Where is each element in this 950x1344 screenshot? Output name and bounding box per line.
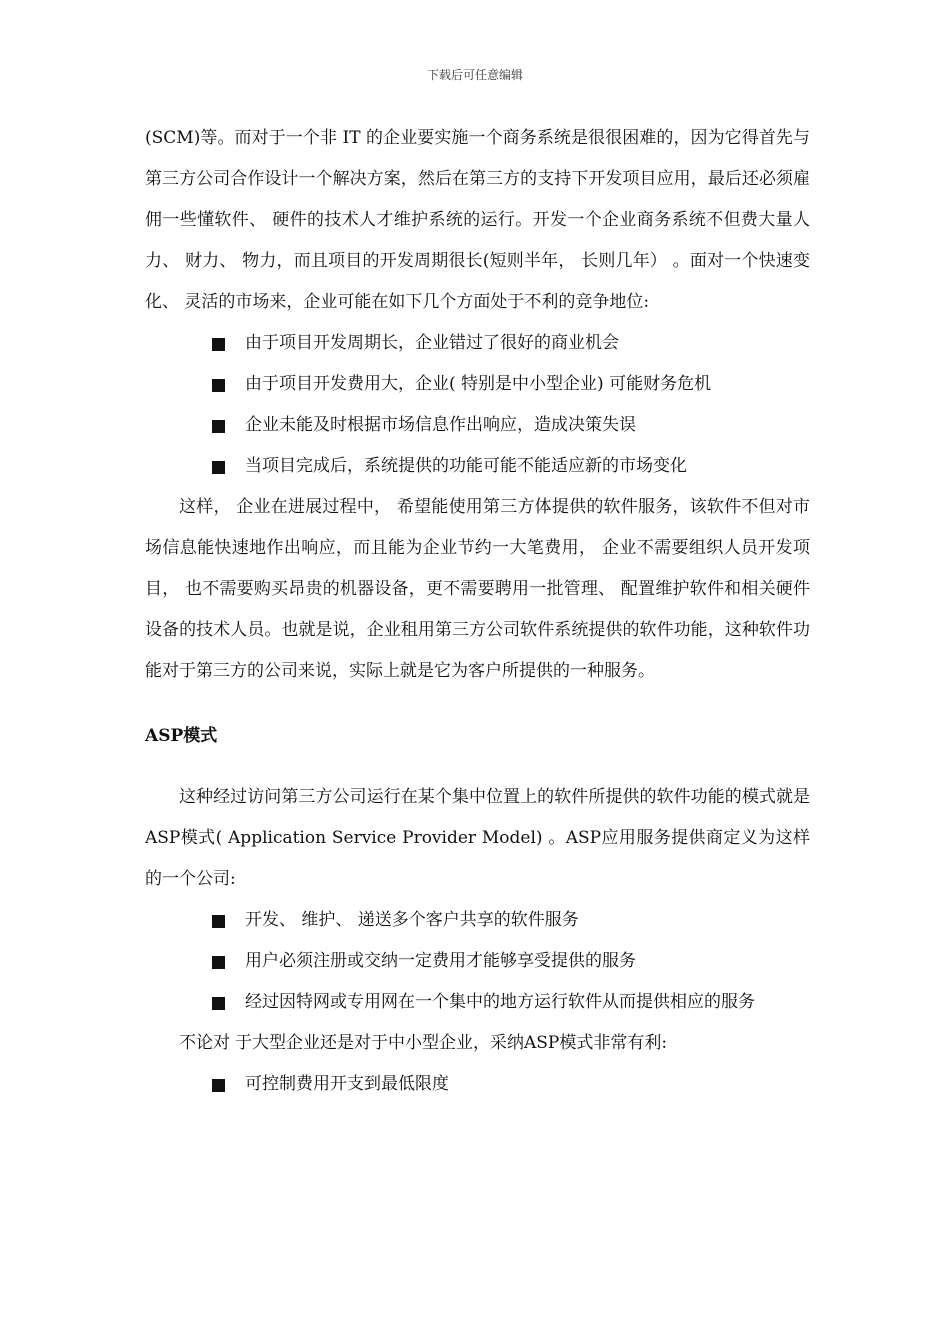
list-item: 由于项目开发周期长，企业错过了很好的商业机会: [145, 323, 810, 364]
section-heading: ASP模式: [145, 726, 218, 746]
list-item: 由于项目开发费用大，企业( 特别是中小型企业) 可能财务危机: [145, 364, 810, 405]
page-header: 下载后可任意编辑: [426, 68, 523, 82]
benefits-intro-text: 于大型企业还是对于中小型企业，采纳ASP模式非常有利:: [235, 1033, 668, 1053]
paragraph-benefits-intro: [145, 1023, 810, 1064]
bullet-list-benefits: [145, 1064, 810, 1105]
paragraph-third-party: 这样， 企业在进展过程中， 希望能使用第三方体提供的软件服务，该软件不但对市场信息能快速地作出响应，而且能为企业节约一大笔费用， 企业不需要组织人员开发项目， 也不需要购买昂贵的机器设备，更不需要聘用一批管理、 配置维护软件和相关硬件设备的技术人员。也就是说，企业租用第三方公司软件系统提供的软件功能，这种软件功能对于第三方的公司来说，实际上就是它为客户所提供的一种服务。: [145, 497, 810, 681]
square-bullet-icon: [212, 420, 225, 433]
list-item: 可控制费用开支到最低限度: [145, 1064, 810, 1105]
lead-in-text: 不论对: [179, 1033, 230, 1053]
list-item: 用户必须注册或交纳一定费用才能够享受提供的服务: [145, 941, 810, 982]
document-body: [145, 118, 810, 1105]
square-bullet-icon: [212, 915, 225, 928]
paragraph-asp-definition: 这种经过访问第三方公司运行在某个集中位置上的软件所提供的软件功能的模式就是ASP模式( Application Service Provider Model) 。ASP应用服务提供商定义为这样的一个公司:: [145, 787, 810, 889]
square-bullet-icon: [212, 461, 225, 474]
paragraph-intro: (SCM)等。而对于一个非 IT 的企业要实施一个商务系统是很很困难的，因为它得首先与第三方公司合作设计一个解决方案，然后在第三方的支持下开发项目应用，最后还必须雇佣一些懂软件、 硬件的技术人才维护系统的运行。开发一个企业商务系统不但费大量人力、 财力、 物力，而且项目的开发周期很长(短则半年， 长则几年） 。面对一个快速变化、 灵活的市场来，企业可能在如下几个方面处于不利的竞争地位:: [145, 128, 810, 312]
list-item: 企业未能及时根据市场信息作出响应，造成决策失误: [145, 405, 810, 446]
bullet-list-asp-traits: [145, 900, 810, 1023]
square-bullet-icon: [212, 956, 225, 969]
list-item: 开发、 维护、 递送多个客户共享的软件服务: [145, 900, 810, 941]
square-bullet-icon: [212, 338, 225, 351]
square-bullet-icon: [212, 997, 225, 1010]
square-bullet-icon: [212, 379, 225, 392]
bullet-list-disadvantages: [145, 323, 810, 487]
square-bullet-icon: [212, 1079, 225, 1092]
list-item: 当项目完成后，系统提供的功能可能不能适应新的市场变化: [145, 446, 810, 487]
list-item: 经过因特网或专用网在一个集中的地方运行软件从而提供相应的服务: [145, 982, 810, 1023]
